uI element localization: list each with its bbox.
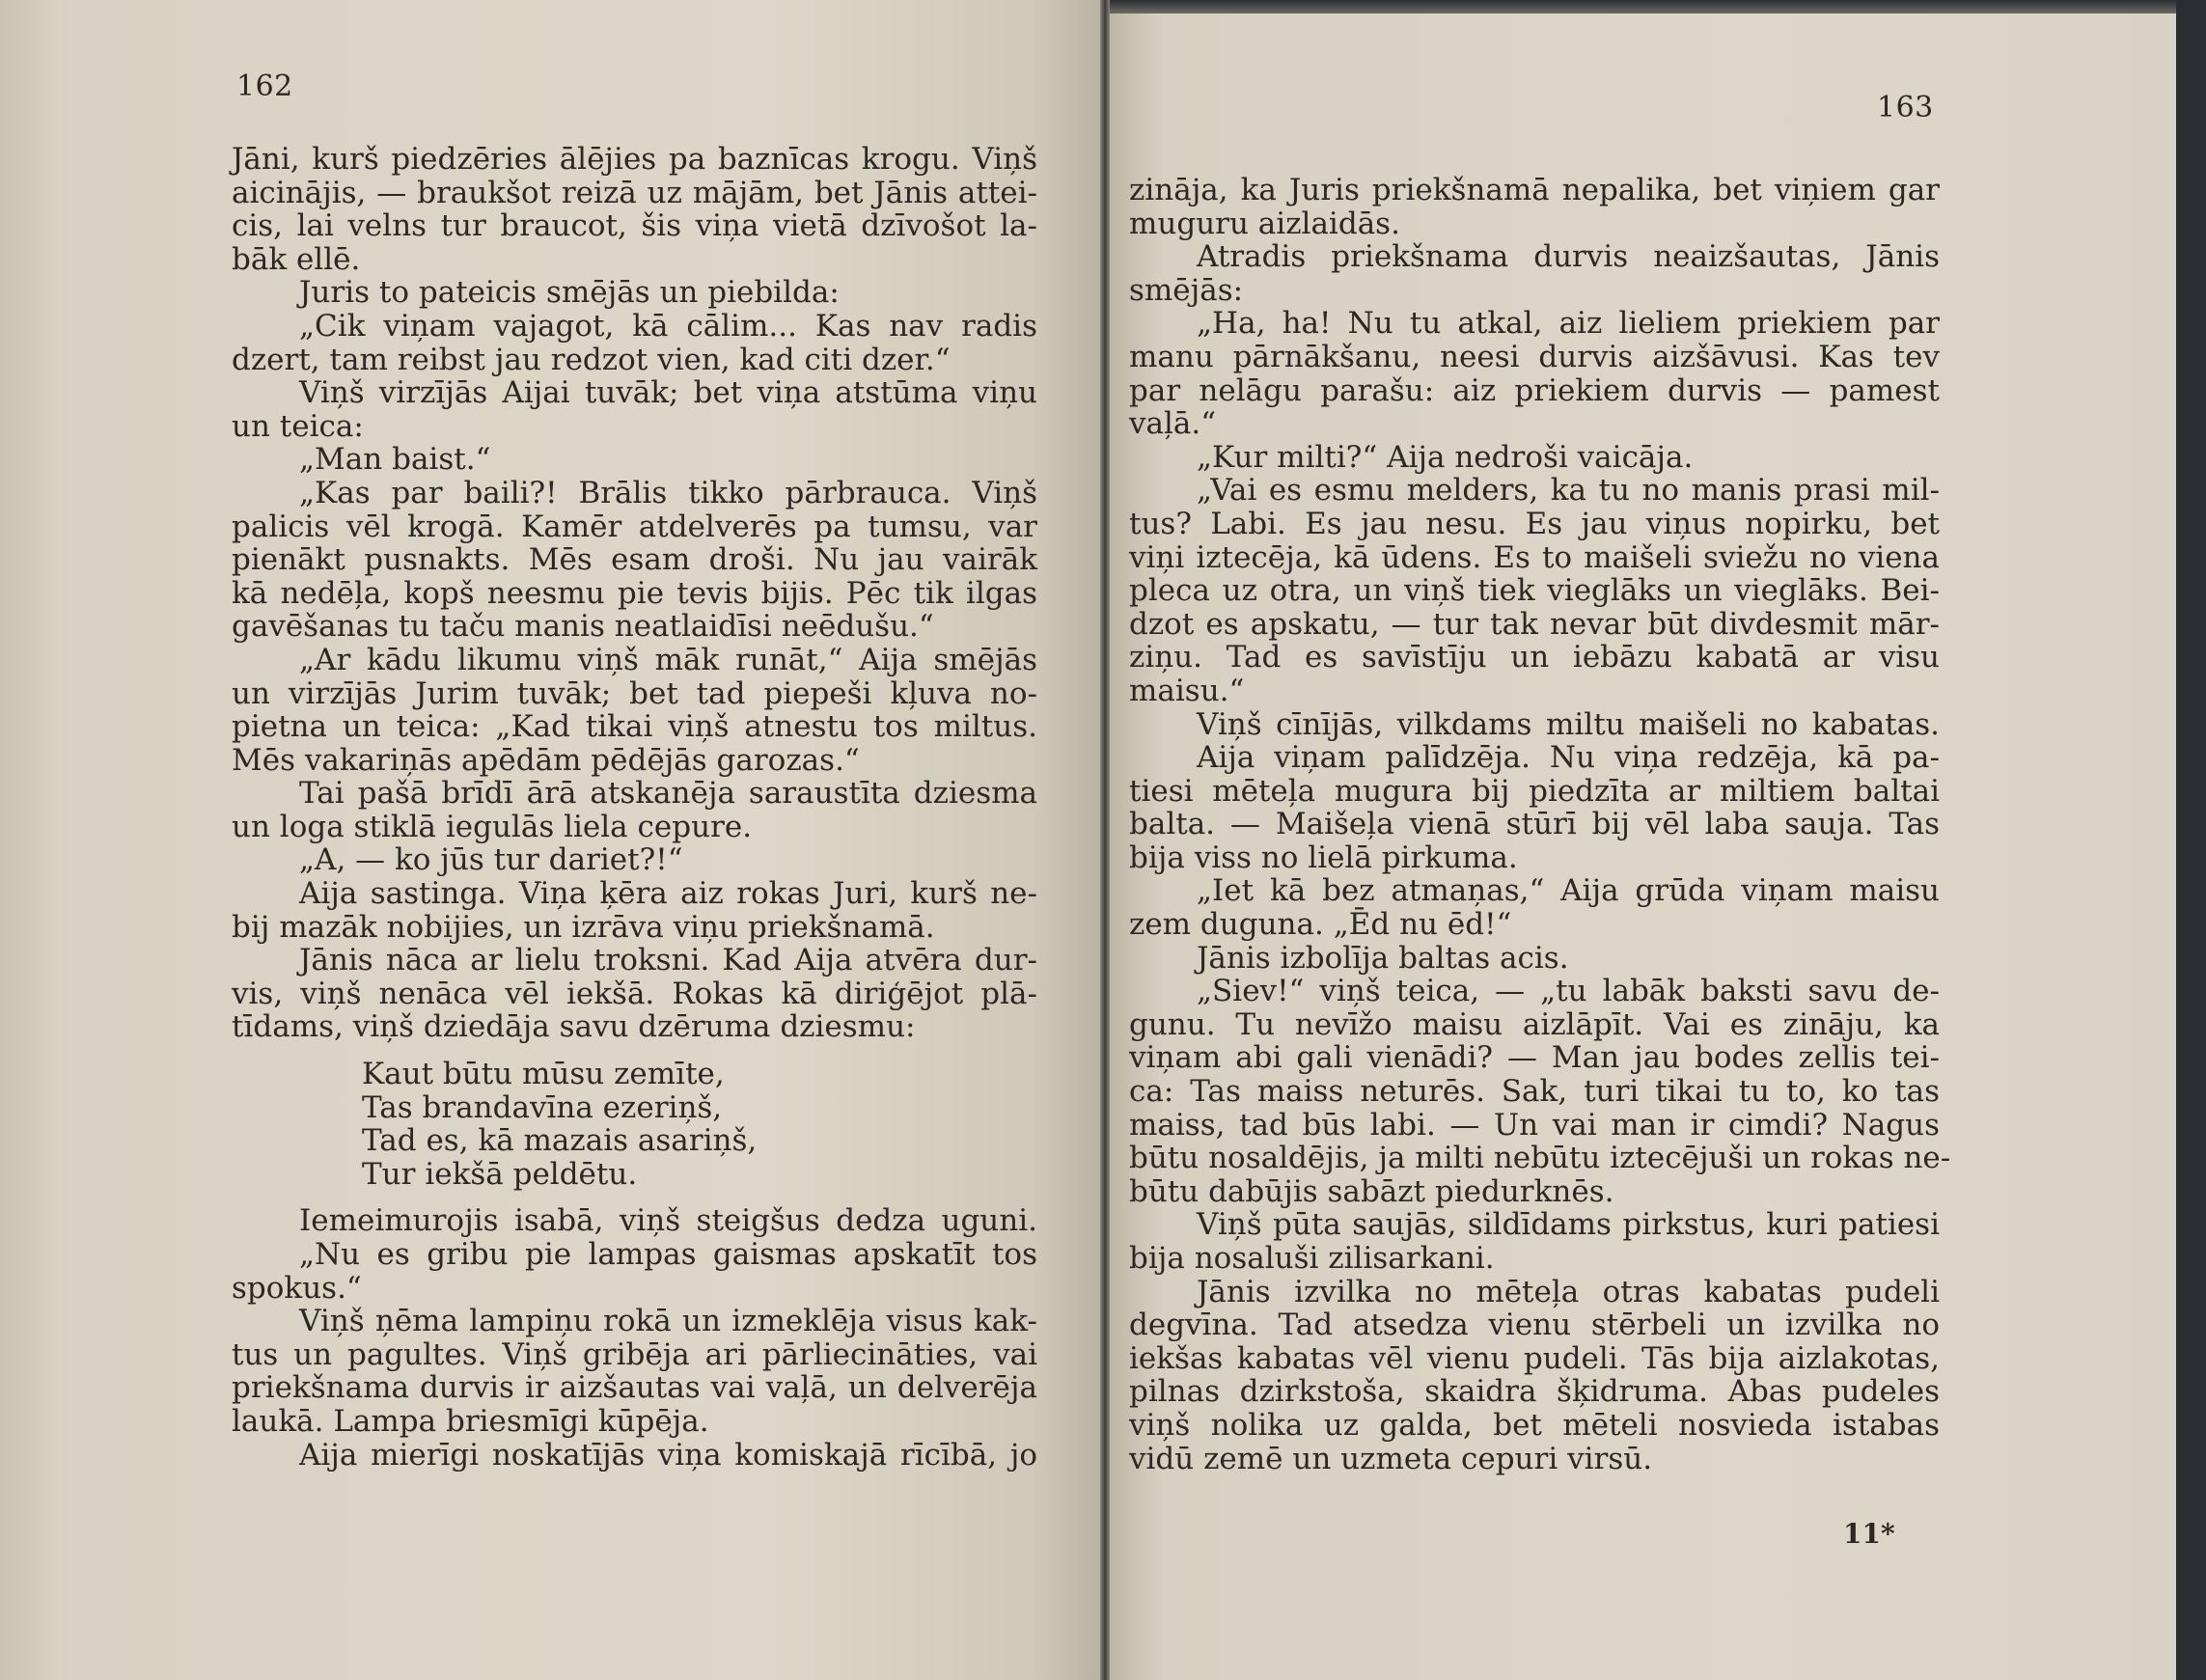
text-line: smējās: [1129, 272, 1244, 308]
page-text [232, 143, 1037, 1472]
text-line: Atradis priekšnama durvis neaizšautas, Jānis [1197, 239, 1940, 275]
text-line: „Siev!“ viņš teica, — „tu labāk baksti savu de- [1197, 974, 1940, 1009]
text-line: Viņš pūta saujās, sildīdams pirkstus, kuri patiesi [1197, 1207, 1940, 1243]
text-line: un teica: [232, 408, 364, 444]
text-line: palicis vēl krogā. Kamēr atdelverēs pa tumsu, var [232, 509, 1037, 544]
stanza-gap [232, 1044, 1037, 1058]
text-line: iekšas kabatas vēl vienu pudeli. Tās bija aizlakotas, [1129, 1340, 1940, 1376]
text-line: laukā. Lampa briesmīgi kūpēja. [232, 1403, 709, 1439]
text-line: un virzījās Jurim tuvāk; bet tad piepeši kļuva no- [232, 675, 1037, 711]
page-number: 163 [1877, 91, 1934, 124]
text-line: vidū zemē un uzmeta cepuri virsū. [1129, 1441, 1653, 1476]
text-line: manu pārnākšanu, neesi durvis aizšāvusi. Kas tev [1129, 339, 1940, 374]
text-line: „Kas par baili?! Brālis tikko pārbrauca. Viņš [299, 475, 1037, 510]
text-line: par nelāgu parašu: aiz priekiem durvis — pamest [1129, 372, 1940, 408]
text-line: muguru aizlaidās. [1129, 206, 1400, 241]
page-number: 162 [236, 69, 293, 103]
text-line: ziņu. Tad es savīstīju un iebāzu kabatā ar visu [1129, 640, 1940, 675]
text-line: pleca uz otra, un viņš tiek vieglāks un vieglāks. Bei- [1129, 573, 1940, 609]
text-line: tus? Labi. Es jau nesu. Es jau viņus nopirku, bet [1129, 506, 1940, 541]
verse-line: Kaut būtu mūsu zemīte, [362, 1057, 725, 1092]
left-page [0, 0, 1100, 1680]
scan-edge [1110, 0, 2176, 14]
text-line: bija viss no lielā pirkuma. [1129, 840, 1518, 875]
text-line: Mēs vakariņās apēdām pēdējās garozas.“ [232, 742, 860, 778]
text-line: priekšnama durvis ir aizšautas vai vaļā, un delverēja [232, 1370, 1037, 1406]
text-line: būtu dabūjis sabāzt piedurknēs. [1129, 1173, 1614, 1209]
text-line: balta. — Maišeļa vienā stūrī bij vēl laba sauja. Tas [1129, 807, 1940, 842]
text-line: Viņš virzījās Aijai tuvāk; bet viņa atstūma viņu [299, 375, 1037, 411]
text-line: Viņš cīnījās, vilkdams miltu maišeli no kabatas. [1197, 706, 1940, 742]
text-line: „Ar kādu likumu viņš māk runāt,“ Aija smējās [299, 642, 1037, 677]
text-line: „Nu es gribu pie lampas gaismas apskatīt tos [299, 1237, 1037, 1272]
text-line: zem duguna. „Ēd nu ēd!“ [1129, 907, 1512, 943]
text-line: „A, — ko jūs tur dariet?!“ [299, 842, 683, 878]
signature-mark: 11* [1843, 1518, 1895, 1550]
text-line: vis, viņš nenāca vēl iekšā. Rokas kā diriģējot plā- [232, 976, 1037, 1011]
text-line: „Vai es esmu melders, ka tu no manis prasi mil- [1197, 473, 1940, 509]
stanza-gap [232, 1191, 1037, 1204]
page-text [1129, 173, 1951, 1476]
text-line: būtu nosaldējis, ja milti nebūtu iztecējuši un rokas ne- [1129, 1141, 1951, 1176]
text-line: spokus.“ [232, 1270, 362, 1306]
text-line: pilnas dzirkstoša, skaidra šķidruma. Abas pudeles [1129, 1374, 1940, 1410]
text-line: Tai pašā brīdī ārā atskanēja saraustīta dziesma [299, 776, 1037, 812]
text-line: Viņš ņēma lampiņu rokā un izmeklēja visus kak- [299, 1304, 1037, 1339]
text-line: „Kur milti?“ Aija nedroši vaicāja. [1197, 439, 1694, 475]
text-line: un loga stiklā iegulās liela cepure. [232, 809, 753, 844]
text-line: cis, lai velns tur braucot, šis viņa vietā dzīvošot la- [232, 208, 1037, 244]
text-line: pietna un teica: „Kad tikai viņš atnestu tos miltus. [232, 709, 1037, 745]
text-line: vaļā.“ [1129, 406, 1217, 442]
text-line: gunu. Tu nevīžo maisu aizlāpīt. Vai es zināju, ka [1129, 1006, 1940, 1042]
text-line: pienākt pusnakts. Mēs esam droši. Nu jau vairāk [232, 542, 1037, 578]
text-line: zināja, ka Juris priekšnamā nepalika, bet viņiem gar [1129, 173, 1940, 207]
text-line: gavēšanas tu taču manis neatlaidīsi neēdušu.“ [232, 609, 934, 645]
text-line: Jāni, kurš piedzēries ālējies pa baznīcas krogu. Viņš [232, 142, 1037, 177]
verse-line: Tad es, kā mazais asariņš, [362, 1123, 758, 1159]
text-line: Juris to pateicis smējās un piebilda: [299, 275, 840, 311]
text-line: „Man baist.“ [299, 442, 491, 478]
text-line: tiesi mēteļa mugura bij piedzīta ar miltiem baltai [1129, 773, 1940, 809]
text-line: bāk ellē. [232, 241, 361, 277]
text-line: tus un pagultes. Viņš gribēja ari pārliecināties, vai [232, 1336, 1037, 1372]
right-page [1110, 0, 2176, 1680]
verse-line: Tas brandavīna ezeriņš, [362, 1089, 723, 1125]
text-line: dzert, tam reibst jau redzot vien, kad citi dzer.“ [232, 342, 951, 377]
book-gutter [1100, 0, 1110, 1680]
text-line: Iemeimurojis isabā, viņš steigšus dedza uguni. [299, 1203, 1037, 1239]
text-line: kā nedēļa, kopš neesmu pie tevis bijis. Pēc tik ilgas [232, 575, 1037, 611]
text-line: viņam abi gali vienādi? — Man jau bodes zellis tei- [1129, 1040, 1940, 1076]
text-line: „Iet kā bez atmaņas,“ Aija grūda viņam maisu [1197, 873, 1940, 909]
text-line: bija nosaluši zilisarkani. [1129, 1241, 1495, 1276]
text-line: aicinājis, — braukšot reizā uz mājām, bet Jānis attei- [232, 175, 1037, 210]
text-line: Aija viņam palīdzēja. Nu viņa redzēja, kā pa- [1197, 740, 1940, 776]
text-line: maisu.“ [1129, 673, 1245, 708]
text-line: viņi iztecēja, kā ūdens. Es to maišeli sviežu no viena [1129, 539, 1940, 575]
text-line: bij mazāk nobijies, un izrāva viņu priekšnamā. [232, 909, 935, 945]
text-line: Aija sastinga. Viņa ķēra aiz rokas Juri, kurš ne- [299, 876, 1037, 912]
text-line: viņš nolika uz galda, bet mēteli nosvieda istabas [1129, 1407, 1940, 1443]
text-line: tīdams, viņš dziedāja savu dzēruma dziesmu: [232, 1009, 916, 1045]
text-line: ca: Tas maiss neturēs. Sak, turi tikai tu to, ko tas [1129, 1074, 1940, 1110]
text-line: „Cik viņam vajagot, kā cālim... Kas nav radis [299, 308, 1037, 344]
text-line: degvīna. Tad atsedza vienu stērbeli un izvilka no [1129, 1308, 1940, 1343]
verse-line: Tur iekšā peldētu. [362, 1156, 638, 1192]
text-line: „Ha, ha! Nu tu atkal, aiz lieliem priekiem par [1197, 306, 1940, 342]
text-line: Jānis nāca ar lielu troksni. Kad Aija atvēra dur- [299, 943, 1037, 978]
text-line: Jānis izbolīja baltas acis. [1197, 940, 1569, 976]
text-line: Jānis izvilka no mēteļa otras kabatas pudeli [1197, 1274, 1940, 1309]
text-line: Aija mierīgi noskatījās viņa komiskajā rīcībā, jo [299, 1437, 1037, 1473]
text-line: maiss, tad būs labi. — Un vai man ir cimdi? Nagus [1129, 1107, 1940, 1143]
text-line: dzot es apskatu, — tur tak nevar būt divdesmit mār- [1129, 606, 1940, 642]
